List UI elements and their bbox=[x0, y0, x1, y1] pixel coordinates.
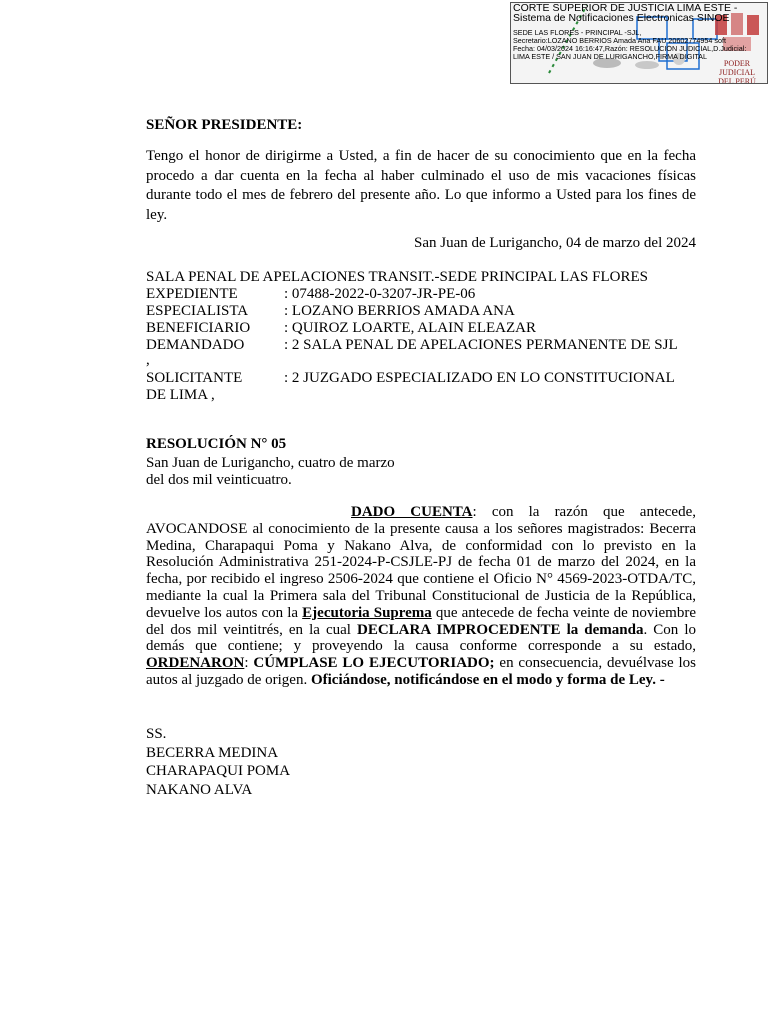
letter-body: Tengo el honor de dirigirme a Usted, a fin de hacer de su conocimiento que en la fecha procedo a dar cuenta en la fecha al haber culminado el uso de mis vacaciones físicas durante todo el mes de febrero del presente año. Lo que informo a Usted para los fines de ley. bbox=[146, 148, 696, 223]
case-field-row bbox=[146, 370, 696, 387]
field-value: : LOZANO BERRIOS AMADA ANA bbox=[284, 303, 515, 319]
dado-cuenta: DADO CUENTA bbox=[351, 504, 473, 520]
stamp-detail-line: Secretario:LOZANO BERRIOS Amada Ana FAU 20602774954 soft bbox=[513, 37, 726, 45]
stamp-detail-line: LIMA ESTE / SAN JUAN DE LURIGANCHO,FIRMA DIGITAL bbox=[513, 53, 707, 61]
stamp-detail-line: SEDE LAS FLORES - PRINCIPAL -SJL, bbox=[513, 29, 642, 37]
field-value: : 2 JUZGADO ESPECIALIZADO EN LO CONSTITUCIONAL bbox=[284, 370, 675, 386]
demandado-continuation: , bbox=[146, 352, 150, 368]
resolution-title-text: RESOLUCIÓN N° 05 bbox=[146, 436, 287, 452]
stamp-details bbox=[513, 29, 765, 61]
resolution-body bbox=[146, 504, 696, 689]
stamp-title: CORTE SUPERIOR DE JUSTICIA LIMA ESTE - bbox=[513, 2, 738, 14]
field-key: SOLICITANTE bbox=[146, 370, 243, 386]
digital-signature-stamp bbox=[510, 2, 768, 84]
place-date-line: del dos mil veinticuatro. bbox=[146, 472, 292, 488]
field-key: DEMANDADO bbox=[146, 337, 245, 353]
case-header bbox=[146, 269, 696, 404]
logo-caption bbox=[711, 59, 763, 84]
ordenaron: ORDENARON bbox=[146, 655, 245, 672]
cumplase: CÚMPLASE LO EJECUTORIADO; bbox=[253, 655, 495, 672]
logo-line: PODER JUDICIAL bbox=[719, 59, 755, 77]
ejecutoria-suprema: Ejecutoria Suprema bbox=[302, 604, 432, 621]
case-field-row bbox=[146, 320, 696, 337]
declara-improcedente: DECLARA IMPROCEDENTE la demanda bbox=[356, 621, 644, 638]
salutation-text: SEÑOR PRESIDENTE: bbox=[146, 117, 303, 133]
signatures bbox=[146, 725, 696, 799]
resolution-text: que antecede de fecha veinte de noviembre del dos mil veintitrés, en la cual bbox=[146, 604, 697, 638]
resolution-text: : con la razón que antecede, AVOCANDOSE al conocimiento de la presente causa a los señores magistrados: Becerra Medina, Charapaqui Poma y Nakano Alva, de conformidad con lo previsto en la Resolución Administrativa 251-2024-P-CSJLE-PJ de fecha 01 de marzo del 2024, en la fecha, por recibido el ingreso 2506-2024 que contiene el Oficio N° 4569-2023-OTDA/TC, mediante la cual la Primera sala del Tribunal Constitucional de Justicia de la República, devuelve los autos con la bbox=[146, 504, 696, 621]
field-key: BENEFICIARIO bbox=[146, 320, 251, 336]
logo-line: DEL PERÚ bbox=[718, 77, 756, 84]
case-field-row bbox=[146, 286, 696, 303]
field-value: : 07488-2022-0-3207-JR-PE-06 bbox=[284, 286, 476, 302]
salutation bbox=[146, 117, 696, 134]
letter-date: San Juan de Lurigancho, 04 de marzo del 2024 bbox=[413, 235, 696, 251]
stamp-detail-line: Fecha: 04/03/2024 16:16:47,Razón: RESOLUCIÓN JUDICIAL,D.Judicial: bbox=[513, 45, 747, 53]
place-date-line: San Juan de Lurigancho, cuatro de marzo bbox=[146, 455, 395, 471]
solicitante-continuation: DE LIMA , bbox=[146, 387, 215, 403]
field-key: ESPECIALISTA bbox=[146, 303, 249, 319]
field-value: : 2 SALA PENAL DE APELACIONES PERMANENTE DE SJL bbox=[284, 337, 678, 353]
signature-name: CHARAPAQUI POMA bbox=[146, 763, 291, 779]
signature-name: BECERRA MEDINA bbox=[146, 744, 279, 761]
stamp-system: Sistema de Notificaciones Electronicas SINOE bbox=[513, 12, 730, 24]
signature-name: NAKANO ALVA bbox=[146, 781, 253, 798]
resolution-title bbox=[146, 436, 696, 453]
ss-label: SS. bbox=[146, 726, 167, 742]
field-key: EXPEDIENTE bbox=[146, 286, 238, 302]
oficiandose: Oficiándose, notificándose en el modo y forma de Ley. - bbox=[310, 671, 665, 688]
resolution-place-date bbox=[146, 455, 696, 489]
case-field-row bbox=[146, 303, 696, 320]
resolution-text: en consecuencia, devuélvase los autos al juzgado de origen. bbox=[146, 655, 697, 688]
resolution-text: . Con lo demás que contiene; y proveyendo la causa conforme corresponde a su estado, bbox=[146, 621, 696, 655]
field-value: : QUIROZ LOARTE, ALAIN ELEAZAR bbox=[284, 320, 536, 336]
resolution-text: : bbox=[244, 655, 254, 672]
sala-line: SALA PENAL DE APELACIONES TRANSIT.-SEDE PRINCIPAL LAS FLORES bbox=[146, 269, 648, 285]
case-field-row bbox=[146, 337, 696, 354]
